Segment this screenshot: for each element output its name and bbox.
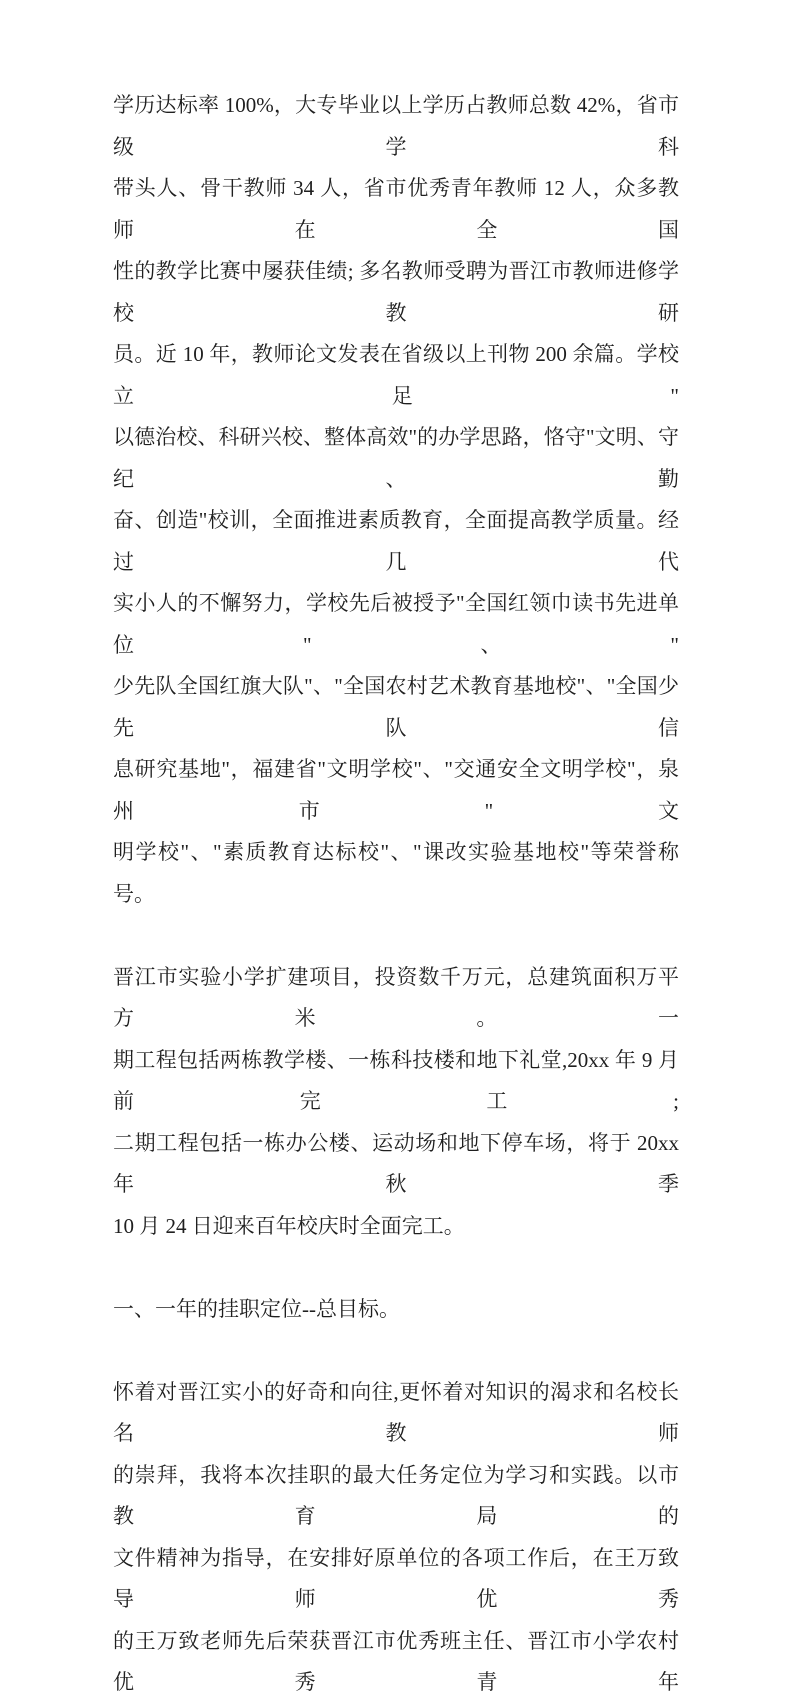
text-line: 二期工程包括一栋办公楼、运动场和地下停车场，将于 20xx 年秋季: [113, 1130, 679, 1196]
document-body: [113, 85, 679, 1704]
text-line: 晋江市实验小学扩建项目，投资数千万元，总建筑面积万平方米。一: [113, 964, 679, 1030]
text-line: 实小人的不懈努力，学校先后被授予"全国红领巾读书先进单位"、": [113, 591, 679, 657]
paragraph-school-achievements: [113, 85, 679, 915]
text-line: 学历达标率 100%，大专毕业以上学历占教师总数 42%，省市级学科: [113, 93, 679, 159]
text-line: 的崇拜，我将本次挂职的最大任务定位为学习和实践。以市教育局的: [113, 1462, 679, 1528]
text-line: 奋、创造"校训，全面推进素质教育，全面提高教学质量。经过几代: [113, 508, 679, 574]
paragraph-goal-statement: [113, 1372, 679, 1704]
text-line: 怀着对晋江实小的好奇和向往,更怀着对知识的渴求和名校长名教师: [113, 1379, 679, 1445]
text-line: 文件精神为指导，在安排好原单位的各项工作后，在王万致导师优秀: [113, 1545, 679, 1611]
text-line: 的王万致老师先后荣获晋江市优秀班主任、晋江市小学农村优秀青年: [113, 1628, 679, 1694]
text-line: 期工程包括两栋教学楼、一栋科技楼和地下礼堂,20xx 年 9 月前完工;: [113, 1047, 679, 1113]
text-line: 息研究基地"，福建省"文明学校"、"交通安全文明学校"，泉州市"文: [113, 757, 679, 823]
text-line: 少先队全国红旗大队"、"全国农村艺术教育基地校"、"全国少先队信: [113, 674, 679, 740]
text-line: 10 月 24 日迎来百年校庆时全面完工。: [113, 1213, 465, 1238]
text-line: 以德治校、科研兴校、整体高效"的办学思路，恪守"文明、守纪、勤: [113, 425, 679, 491]
text-line: 带头人、骨干教师 34 人，省市优秀青年教师 12 人，众多教师在全国: [113, 176, 679, 242]
paragraph-expansion-project: [113, 957, 679, 1248]
text-line: 性的教学比赛中屡获佳绩; 多名教师受聘为晋江市教师进修学校教研: [113, 259, 679, 325]
paragraph-section-heading: [113, 1289, 679, 1331]
section-heading: 一、一年的挂职定位--总目标。: [113, 1296, 400, 1321]
text-line: 员。近 10 年，教师论文发表在省级以上刊物 200 余篇。学校立足": [113, 342, 679, 408]
text-line: 明学校"、"素质教育达标校"、"课改实验基地校"等荣誉称号。: [113, 840, 679, 906]
